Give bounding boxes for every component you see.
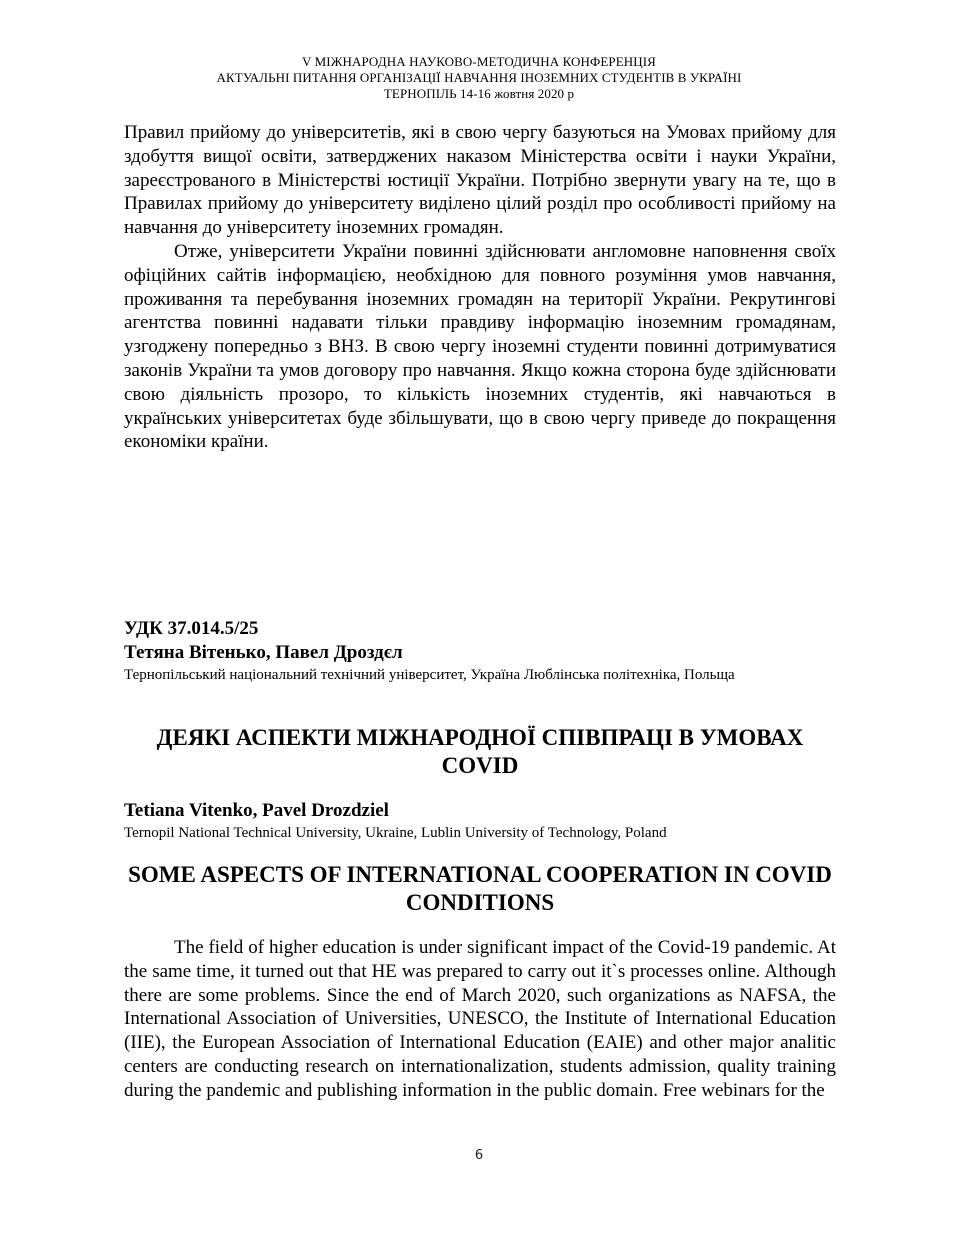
paragraph: The field of higher education is under significant impact of the Covid-19 pandemic. At the same time, it turned out that HE was prepared to carry out it`s processes online. Although there are some problems. Since the end of March 2020, such organizations as NAFSA, the International Association of Universities, UNESCO, the Institute of International Education (IIE), the European Association of International Education (EAIE) and other major analitic centers are conducting research on internationalization, students admission, quality training during the pandemic and publishing information in the public domain. Free webinars for the <box>124 937 836 1101</box>
affiliation-en: Ternopil National Technical University, Ukraine, Lublin University of Technology, Poland <box>124 825 667 841</box>
conference-header-line1: V МІЖНАРОДНА НАУКОВО-МЕТОДИЧНА КОНФЕРЕНЦІЯ <box>302 54 656 69</box>
article-title-ua: ДЕЯКІ АСПЕКТИ МІЖНАРОДНОЇ СПІВПРАЦІ В УМОВАХ COVID <box>156 725 804 778</box>
article-body <box>124 936 836 1103</box>
authors-ua: Тетяна Вітенько, Павел Дроздєл <box>124 642 403 663</box>
article-meta-en <box>124 799 836 843</box>
affiliation-ua: Тернопільський національний технічний університет, Україна Люблінська політехніка, Польща <box>124 667 735 683</box>
previous-article-text <box>124 121 836 454</box>
conference-header-line2: АКТУАЛЬНІ ПИТАННЯ ОРГАНІЗАЦІЇ НАВЧАННЯ ІНОЗЕМНИХ СТУДЕНТІВ В УКРАЇНІ <box>216 70 742 85</box>
udk-code: УДК 37.014.5/25 <box>124 618 259 639</box>
paragraph: Правил прийому до університетів, які в свою чергу базуються на Умовах прийому для здобуття вищої освіти, затверджених наказом Міністерства освіти і науки України, зареєстрованого в Міністерстві юстиції України. Потрібно звернути увагу на те, що в Правилах прийому до університету виділено цілий розділ про особливості прийому на навчання до університету іноземних громадян. <box>124 122 836 239</box>
conference-header-line3: ТЕРНОПІЛЬ 14-16 жовтня 2020 р <box>383 86 575 101</box>
page-number: 6 <box>474 1148 484 1163</box>
article-meta-ua <box>124 617 836 685</box>
paragraph: Отже, університети України повинні здійснювати англомовне наповнення своїх офіційних сайтів інформацією, необхідною для повного розуміння умов навчання, проживання та перебування іноземних громадян на території України. Рекрутингові агентства повинні надавати тільки правдиву інформацію іноземним громадянам, узгоджену попередньо з ВНЗ. В свою чергу іноземні студенти повинні дотримуватися законів України та умов договору про навчання. Якщо кожна сторона буде здійснювати свою діяльність прозоро, то кількість іноземних студентів, які навчаються в українських університетах буде збільшувати, що в свою чергу приведе до покращення економіки країни. <box>124 240 836 453</box>
conference-header <box>0 54 958 102</box>
authors-en: Tetiana Vitenko, Pavel Drozdziel <box>124 800 389 821</box>
article-title-en: SOME ASPECTS OF INTERNATIONAL COOPERATION IN COVID CONDITIONS <box>128 862 832 915</box>
